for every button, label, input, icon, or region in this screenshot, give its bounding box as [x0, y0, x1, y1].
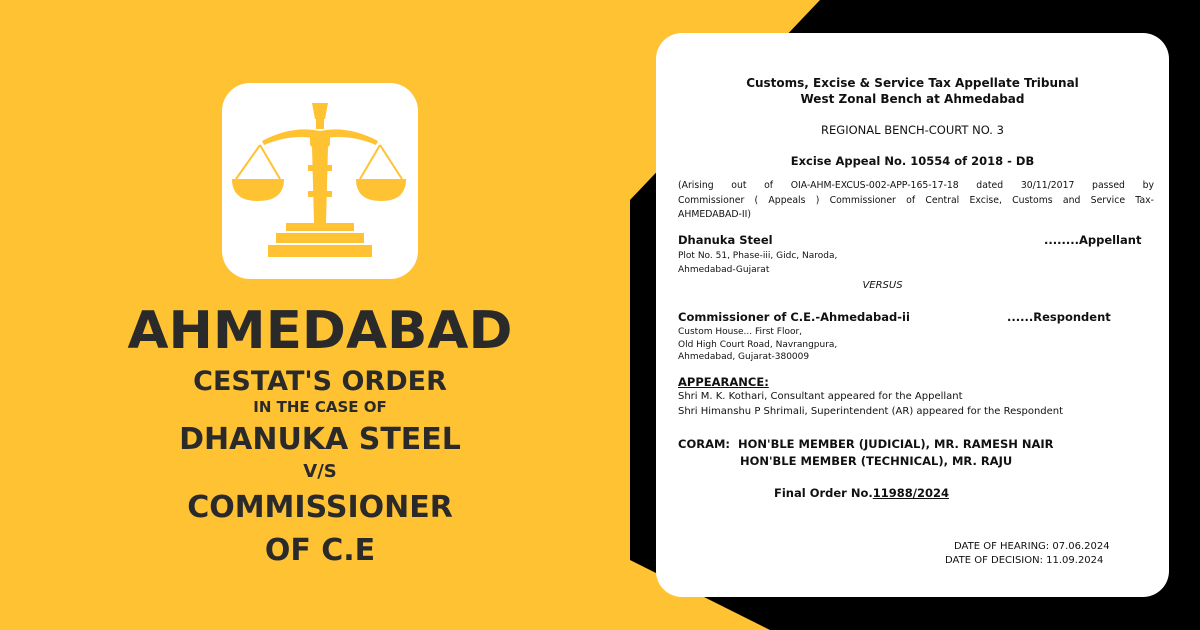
arising-text-2: Commissioner ( Appeals ) Commissioner of Central Excise, Customs and Service Tax- — [678, 195, 1154, 206]
headline-case: IN THE CASE OF — [253, 398, 387, 416]
appeal-number: Excise Appeal No. 10554 of 2018 - DB — [790, 154, 1035, 168]
headline-versus: V/S — [303, 461, 337, 482]
tribunal-name: Customs, Excise & Service Tax Appellate Tribunal — [746, 76, 1079, 90]
headline-respondent: COMMISSIONER — [187, 490, 453, 525]
headline-city: AHMEDABAD — [127, 301, 513, 361]
arising-text-1: (Arising out of OIA-AHM-EXCUS-002-APP-165-17-18 dated 30/11/2017 passed by — [678, 180, 1154, 191]
arising-text-3: AHMEDABAD-II) — [678, 209, 751, 220]
appellant-role: ........Appellant — [1044, 233, 1142, 247]
appellant-name: Dhanuka Steel — [678, 233, 773, 247]
appearance-respondent: Shri Himanshu P Shrimali, Superintendent (AR) appeared for the Respondent — [678, 406, 1064, 417]
appellant-address-2: Ahmedabad-Gujarat — [678, 265, 770, 275]
court-number: REGIONAL BENCH-COURT NO. 3 — [821, 123, 1004, 137]
versus-label: VERSUS — [862, 280, 903, 291]
date-of-hearing: DATE OF HEARING: 07.06.2024 — [954, 541, 1110, 552]
headline-order: CESTAT'S ORDER — [193, 366, 447, 397]
coram-judicial: CORAM: HON'BLE MEMBER (JUDICIAL), MR. RAMESH NAIR — [678, 437, 1054, 451]
respondent-role: ......Respondent — [1007, 310, 1111, 324]
headline-respondent-cont: OF C.E — [264, 533, 376, 568]
respondent-address-3: Ahmedabad, Gujarat-380009 — [678, 352, 810, 362]
coram-technical: HON'BLE MEMBER (TECHNICAL), MR. RAJU — [740, 454, 1013, 468]
date-of-decision: DATE OF DECISION: 11.09.2024 — [945, 555, 1104, 566]
final-order — [774, 486, 949, 500]
final-order-number: 11988/2024 — [872, 486, 949, 500]
order-document-card — [656, 33, 1169, 597]
scales-of-justice-icon — [222, 83, 418, 279]
respondent-address-2: Old High Court Road, Navrangpura, — [678, 340, 838, 350]
appearance-label: APPEARANCE: — [678, 375, 769, 389]
respondent-name: Commissioner of C.E.-Ahmedabad-ii — [678, 310, 910, 324]
headline-appellant: DHANUKA STEEL — [179, 422, 461, 457]
appearance-appellant: Shri M. K. Kothari, Consultant appeared for the Appellant — [678, 391, 963, 402]
appellant-address-1: Plot No. 51, Phase-iii, Gidc, Naroda, — [678, 251, 838, 261]
app-icon-tile — [222, 83, 418, 279]
bench-name: West Zonal Bench at Ahmedabad — [800, 92, 1025, 106]
final-order-label: Final Order No. — [774, 486, 873, 500]
respondent-address-1: Custom House... First Floor, — [678, 327, 803, 337]
